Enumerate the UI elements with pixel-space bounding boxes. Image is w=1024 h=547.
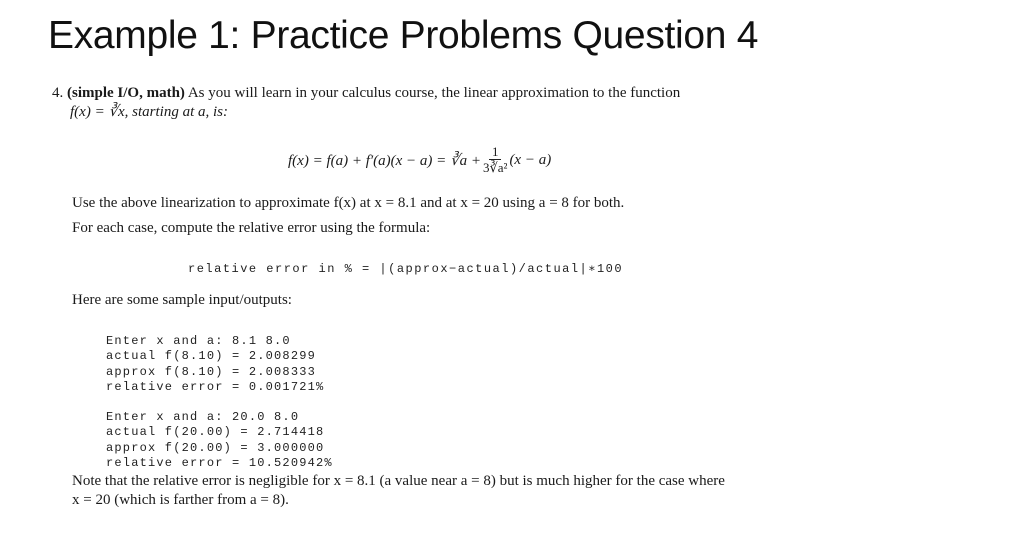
- sample-approx: approx f(20.00) = 3.000000: [106, 440, 325, 455]
- problem-number: 4.: [52, 85, 64, 101]
- formula-rhs: (x − a): [509, 151, 552, 168]
- instruction-line-2: For each case, compute the relative error using the formula:: [72, 220, 431, 236]
- sample-prompt: Enter x and a: 8.1 8.0: [106, 333, 291, 348]
- formula-lhs: f(x) = f(a) + f′(a)(x − a) = ∛a +: [288, 152, 481, 169]
- sample-prompt: Enter x and a: 20.0 8.0: [106, 409, 300, 424]
- problem-statement: [52, 84, 852, 122]
- problem-tag: (simple I/O, math): [67, 85, 185, 101]
- sample-approx: approx f(8.10) = 2.008333: [106, 364, 317, 379]
- sample-error: relative error = 0.001721%: [106, 380, 325, 394]
- fraction-denominator: 3∛a²: [482, 160, 508, 175]
- sample-actual: actual f(20.00) = 2.714418: [106, 425, 325, 439]
- fraction-numerator: 1: [489, 144, 502, 160]
- problem-line-1: [52, 84, 852, 103]
- relative-error-formula: relative error in % = |(approx−actual)/actual|∗100: [188, 262, 624, 276]
- sample-error: relative error = 10.520942%: [106, 456, 333, 470]
- samples-heading: Here are some sample input/outputs:: [72, 292, 292, 308]
- problem-intro-text: As you will learn in your calculus course, the linear approximation to the function: [184, 85, 681, 101]
- problem-line-2: f(x) = ∛x, starting at a, is:: [70, 104, 228, 120]
- note-line-1: Note that the relative error is negligible for x = 8.1 (a value near a = 8) but is much higher for the case where: [72, 473, 725, 489]
- note-line-2: x = 20 (which is farther from a = 8).: [72, 492, 289, 508]
- instruction-line-1: Use the above linearization to approximate f(x) at x = 8.1 and at x = 20 using a = 8 for both.: [72, 195, 625, 211]
- formula-fraction: [483, 144, 507, 176]
- sample-actual: actual f(8.10) = 2.008299: [106, 349, 317, 363]
- linearization-formula: [288, 144, 551, 176]
- slide-title: Example 1: Practice Problems Question 4: [48, 14, 759, 57]
